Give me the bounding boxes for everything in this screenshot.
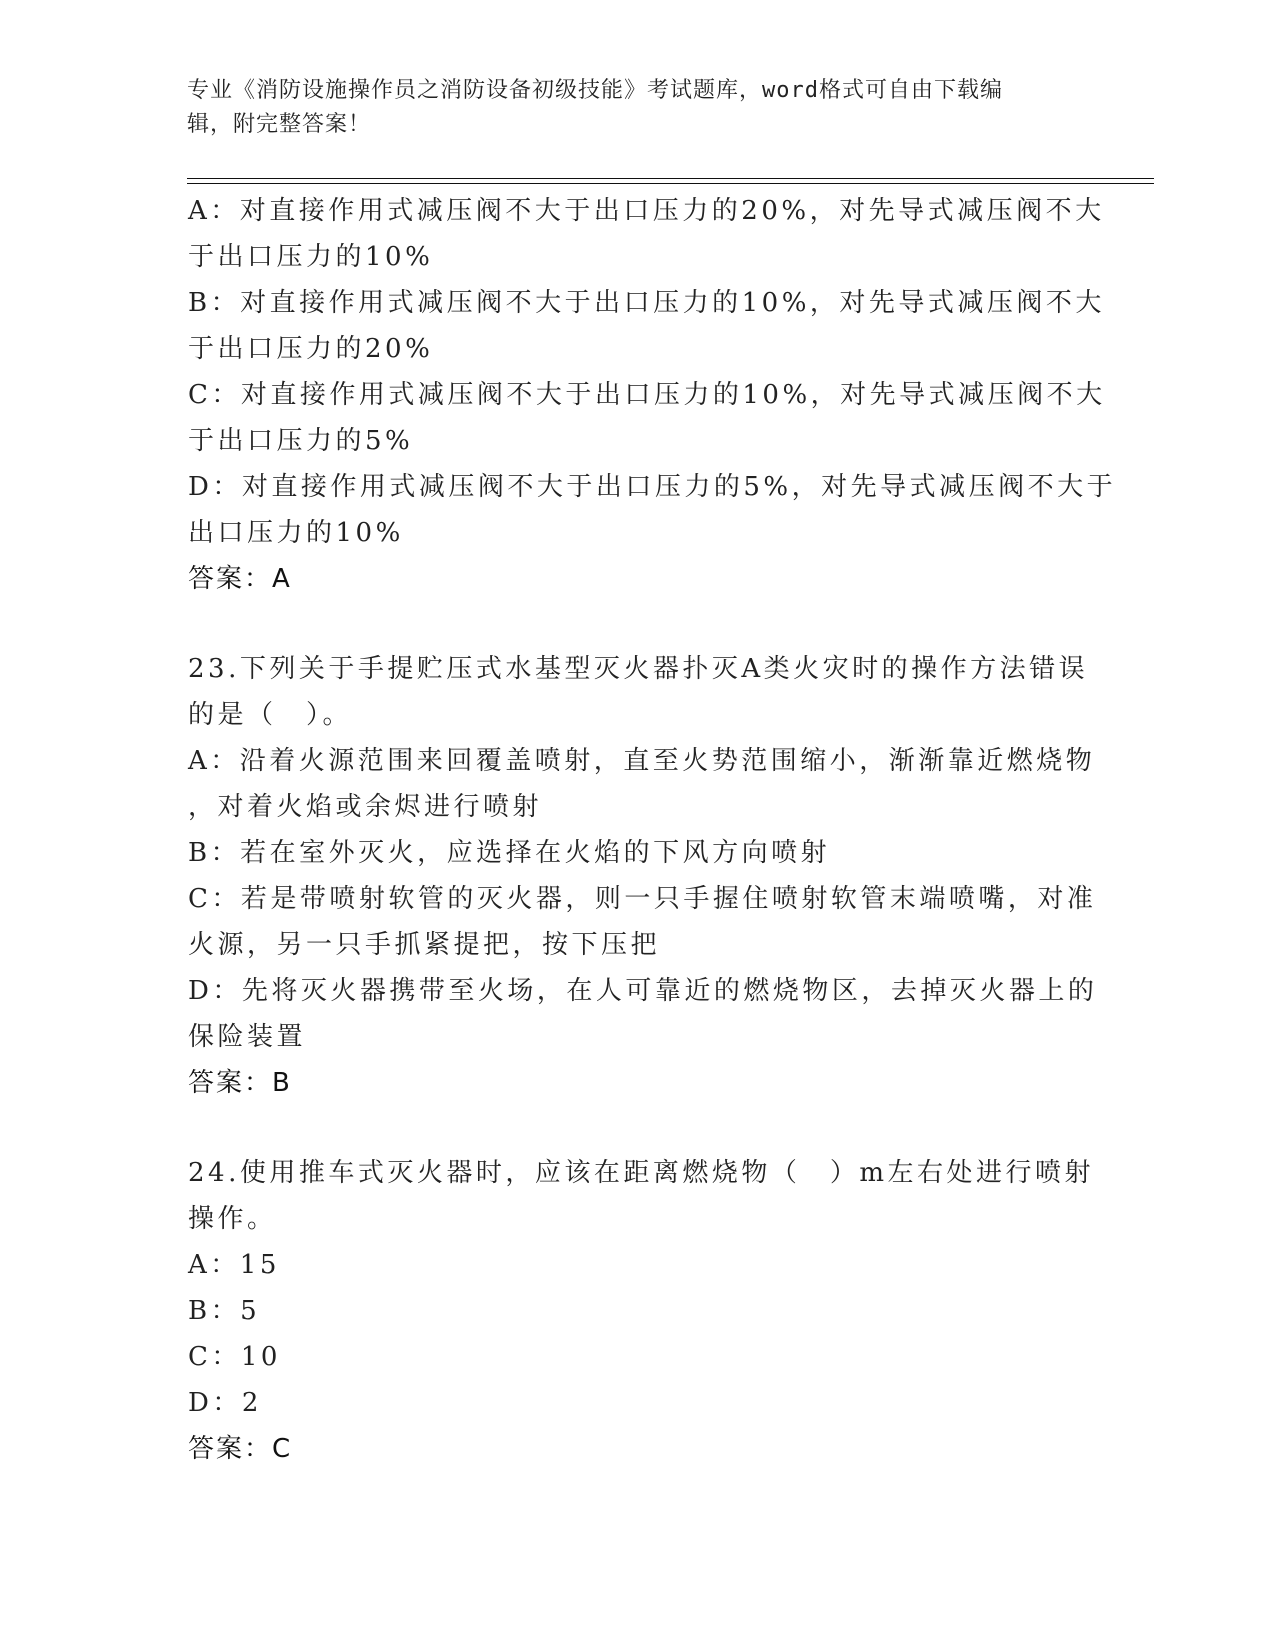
q23-stem-line-1: 23.下列关于手提贮压式水基型灭火器扑灭A类火灾时的操作方法错误 [188,654,1089,684]
q24-option-b: B：5 [188,1296,261,1326]
q23-answer: 答案：B [188,1068,292,1098]
q23-option-d-line-1: D：先将灭火器携带至火场，在人可靠近的燃烧物区，去掉灭火器上的 [188,976,1098,1006]
q22-option-a-line-1: A：对直接作用式减压阀不大于出口压力的20%，对先导式减压阀不大 [188,196,1105,226]
q24-option-c: C：10 [188,1342,281,1372]
q22-option-c-line-2: 于出口压力的5% [188,426,414,456]
q23-option-d-line-2: 保险装置 [188,1022,307,1052]
q22-option-d-line-2: 出口压力的10% [188,518,404,548]
q22-option-b-line-1: B：对直接作用式减压阀不大于出口压力的10%，对先导式减压阀不大 [188,288,1105,318]
q22-answer: 答案：A [188,564,292,594]
q22-option-b-line-2: 于出口压力的20% [188,334,434,364]
q23-option-a-line-1: A：沿着火源范围来回覆盖喷射，直至火势范围缩小，渐渐靠近燃烧物 [188,746,1096,776]
q24-stem-line-2: 操作。 [188,1204,277,1234]
q24-option-d: D：2 [188,1388,262,1418]
q22-option-d-line-1: D：对直接作用式减压阀不大于出口压力的5%，对先导式减压阀不大于 [188,472,1117,502]
q23-option-b: B：若在室外灭火，应选择在火焰的下风方向喷射 [188,838,831,868]
header-rule-top [187,178,1154,179]
header-line-2: 辑，附完整答案！ [187,112,372,137]
question-23 [188,646,1098,1106]
q22-option-a-line-2: 于出口压力的10% [188,242,434,272]
q23-option-c-line-2: 火源，另一只手抓紧提把，按下压把 [188,930,661,960]
document-body [188,188,1117,1472]
header-rule-bottom [187,183,1154,184]
spacer [188,602,1078,646]
q24-option-a: A：15 [188,1250,280,1280]
question-24 [188,1150,1095,1472]
spacer [188,1106,1078,1150]
document-header [187,74,1067,142]
q23-option-c-line-1: C：若是带喷射软管的灭火器，则一只手握住喷射软管末端喷嘴，对准 [188,884,1097,914]
q23-option-a-line-2: ，对着火焰或余烬进行喷射 [188,792,543,822]
q22-option-c-line-1: C：对直接作用式减压阀不大于出口压力的10%，对先导式减压阀不大 [188,380,1106,410]
q24-answer: 答案：C [188,1434,293,1464]
q23-stem-line-2: 的是（ ）。 [188,700,353,730]
header-line-1: 专业《消防设施操作员之消防设备初级技能》考试题库，word格式可自由下载编 [187,78,1003,103]
question-22 [188,188,1117,602]
q24-stem-line-1: 24.使用推车式灭火器时，应该在距离燃烧物（ ）m左右处进行喷射 [188,1158,1095,1188]
